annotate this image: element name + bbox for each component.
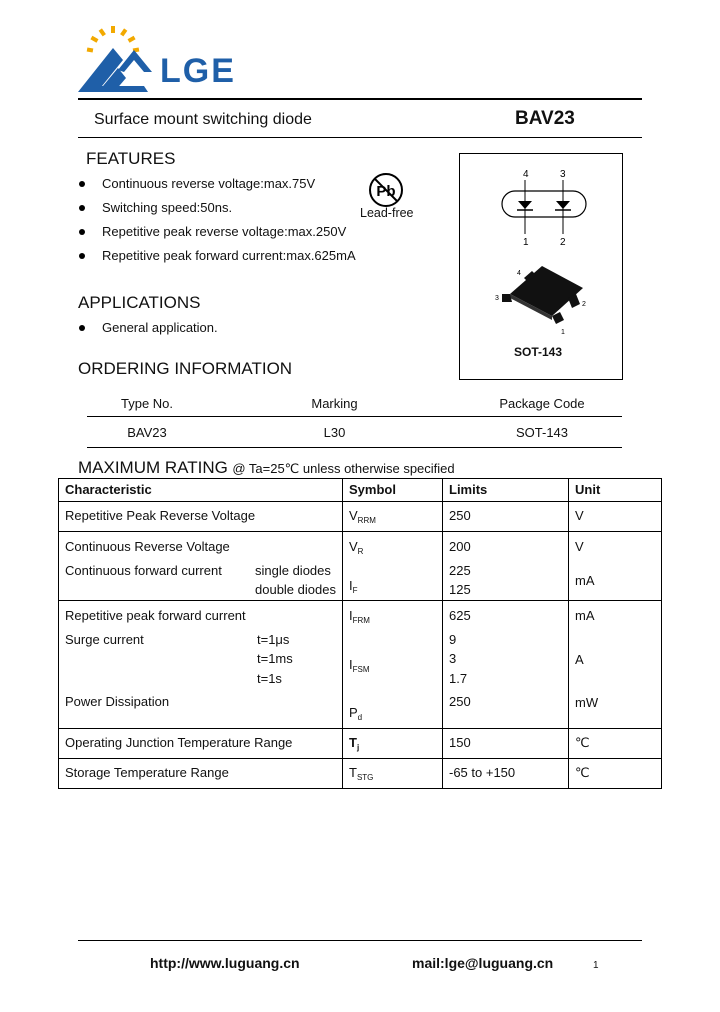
sot143-body-icon bbox=[495, 266, 586, 336]
table-row bbox=[87, 417, 622, 448]
pin-label: 2 bbox=[560, 237, 566, 248]
column-header: Marking bbox=[207, 390, 462, 417]
table-cell: V mA bbox=[569, 532, 662, 601]
applications-heading: APPLICATIONS bbox=[78, 293, 201, 312]
applications-list bbox=[78, 319, 218, 343]
table-cell: V bbox=[569, 502, 662, 532]
symbol-cell: $V_R$ $I_F$ bbox=[343, 532, 443, 601]
symbol-cell: $T_j$ bbox=[343, 728, 443, 758]
table-cell: mA A mW bbox=[569, 601, 662, 729]
table-row bbox=[59, 758, 662, 788]
column-header: Symbol bbox=[343, 479, 443, 502]
table-cell: Continuous Reverse Voltage Continuous forward current single diodes double diodes bbox=[59, 532, 343, 601]
column-header: Unit bbox=[569, 479, 662, 502]
column-header: Characteristic bbox=[59, 479, 343, 502]
lead-free-label: Lead-free bbox=[360, 206, 414, 220]
table-cell: 200 225 125 bbox=[443, 532, 569, 601]
features-list bbox=[78, 175, 356, 271]
table-cell: ℃ bbox=[569, 728, 662, 758]
pin-label: 3 bbox=[560, 169, 566, 180]
table-header-row bbox=[59, 479, 662, 502]
table-header-row bbox=[87, 390, 622, 417]
table-cell: Storage Temperature Range bbox=[59, 758, 343, 788]
table-cell: BAV23 bbox=[87, 417, 207, 448]
features-heading: FEATURES bbox=[86, 149, 176, 168]
max-rating-table bbox=[58, 478, 662, 789]
mountain-mark-icon bbox=[78, 48, 152, 92]
header-rule bbox=[78, 98, 642, 100]
page-number: 1 bbox=[593, 960, 599, 971]
doc-title: Surface mount switching diode bbox=[94, 111, 312, 128]
symbol-cell: $V_{RRM}$ bbox=[343, 502, 443, 532]
column-header: Package Code bbox=[462, 390, 622, 417]
lead-free-icon bbox=[367, 171, 405, 209]
table-cell: 625 9 3 1.7 250 bbox=[443, 601, 569, 729]
package-name: SOT-143 bbox=[514, 345, 563, 359]
column-header: Limits bbox=[443, 479, 569, 502]
table-row bbox=[59, 502, 662, 532]
feature-item: Repetitive peak reverse voltage:max.250V bbox=[78, 223, 356, 247]
table-cell: 250 bbox=[443, 502, 569, 532]
table-row bbox=[59, 601, 662, 729]
max-rating-condition: @ Ta=25℃ unless otherwise specified bbox=[232, 461, 455, 476]
feature-item: Continuous reverse voltage:max.75V bbox=[78, 175, 356, 199]
column-header: Type No. bbox=[87, 390, 207, 417]
ordering-table bbox=[87, 390, 622, 448]
title-rule bbox=[78, 137, 642, 138]
pin-label: 3 bbox=[495, 295, 499, 302]
brand-name: LGE bbox=[160, 52, 236, 90]
table-cell: -65 to +150 bbox=[443, 758, 569, 788]
table-cell: SOT-143 bbox=[462, 417, 622, 448]
table-cell: ℃ bbox=[569, 758, 662, 788]
max-rating-title: MAXIMUM RATING bbox=[78, 458, 228, 477]
table-row bbox=[59, 728, 662, 758]
website-link[interactable]: http://www.luguang.cn bbox=[150, 955, 300, 971]
table-cell: Repetitive peak forward current Surge current t=1μs t=1ms t=1s Power Dissipation bbox=[59, 601, 343, 729]
pin-label: 2 bbox=[582, 301, 586, 308]
table-cell: Operating Junction Temperature Range bbox=[59, 728, 343, 758]
application-item: General application. bbox=[78, 319, 218, 343]
footer-rule bbox=[78, 940, 642, 941]
part-number: BAV23 bbox=[515, 108, 575, 129]
schematic-diagram bbox=[502, 169, 586, 248]
feature-item: Switching speed:50ns. bbox=[78, 199, 356, 223]
table-cell: Repetitive Peak Reverse Voltage bbox=[59, 502, 343, 532]
table-row bbox=[59, 532, 662, 601]
pin-label: 4 bbox=[517, 270, 521, 277]
pin-label: 4 bbox=[523, 169, 529, 180]
pin-label: 1 bbox=[523, 237, 529, 248]
pin-label: 1 bbox=[561, 329, 565, 336]
table-cell: L30 bbox=[207, 417, 462, 448]
email-link[interactable]: mail:lge@luguang.cn bbox=[412, 955, 554, 971]
lead-free-symbol: Pb bbox=[376, 183, 396, 200]
symbol-cell: $T_{STG}$ bbox=[343, 758, 443, 788]
table-cell: 150 bbox=[443, 728, 569, 758]
max-rating-heading bbox=[78, 458, 455, 478]
feature-item: Repetitive peak forward current:max.625mA bbox=[78, 247, 356, 271]
symbol-cell: $I_{FRM}$ $I_{FSM}$ $P_d$ bbox=[343, 601, 443, 729]
ordering-heading: ORDERING INFORMATION bbox=[78, 359, 293, 378]
